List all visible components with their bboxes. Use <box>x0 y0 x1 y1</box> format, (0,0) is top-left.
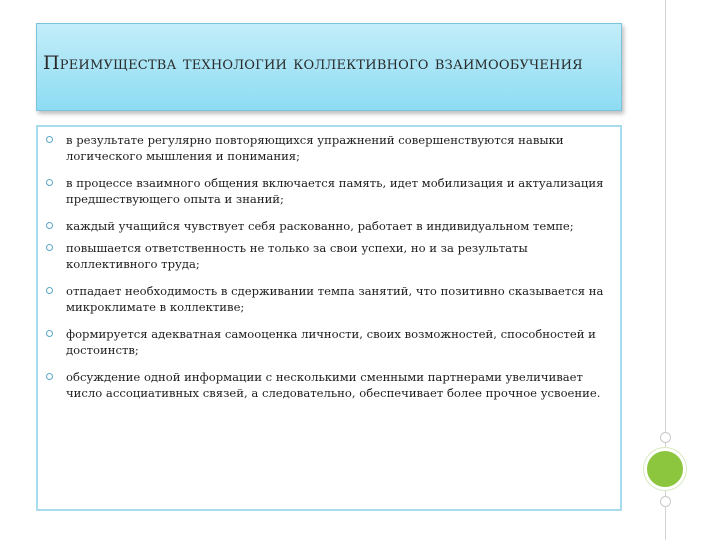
bullet-text: в результате регулярно повторяющихся упражнений совершенствуются навыки логического мышления и понимания; <box>66 133 564 163</box>
content-box <box>36 125 622 511</box>
bullet-text: отпадает необходимость в сдерживании темпа занятий, что позитивно сказывается на микроклимате в коллективе; <box>66 284 604 314</box>
decorative-small-circle-top <box>660 432 671 443</box>
decorative-green-circle <box>644 448 686 490</box>
bullet-text: в процессе взаимного общения включается память, идет мобилизация и актуализация предшествующего опыта и знаний; <box>66 176 604 206</box>
bullet-text: повышается ответственность не только за свои успехи, но и за результаты коллективного труда; <box>66 241 528 271</box>
bullet-text: формируется адекватная самооценка личности, своих возможностей, способностей и достоинств; <box>66 327 596 357</box>
bullet-circle-icon <box>46 179 53 186</box>
bullet-circle-icon <box>46 287 53 294</box>
slide-title: Преимущества технологии коллективного взаимообучения <box>43 52 583 74</box>
bullet-circle-icon <box>46 136 53 143</box>
bullet-circle-icon <box>46 373 53 380</box>
bullet-circle-icon <box>46 244 53 251</box>
title-box <box>36 23 622 111</box>
bullet-item <box>46 240 610 272</box>
bullet-item <box>46 283 610 315</box>
bullet-item <box>46 175 610 207</box>
bullet-item <box>46 326 610 358</box>
bullet-item <box>46 218 610 234</box>
bullet-text: обсуждение одной информации с несколькими сменными партнерами увеличивает число ассоциативных связей, а следовательно, обеспечивает более прочное усвоение. <box>66 370 601 400</box>
bullet-list <box>46 132 610 401</box>
bullet-text: каждый учащийся чувствует себя раскованно, работает в индивидуальном темпе; <box>66 219 574 233</box>
decorative-small-circle-bottom <box>660 496 671 507</box>
bullet-circle-icon <box>46 330 53 337</box>
bullet-item <box>46 132 610 164</box>
bullet-item <box>46 369 610 401</box>
bullet-circle-icon <box>46 222 53 229</box>
